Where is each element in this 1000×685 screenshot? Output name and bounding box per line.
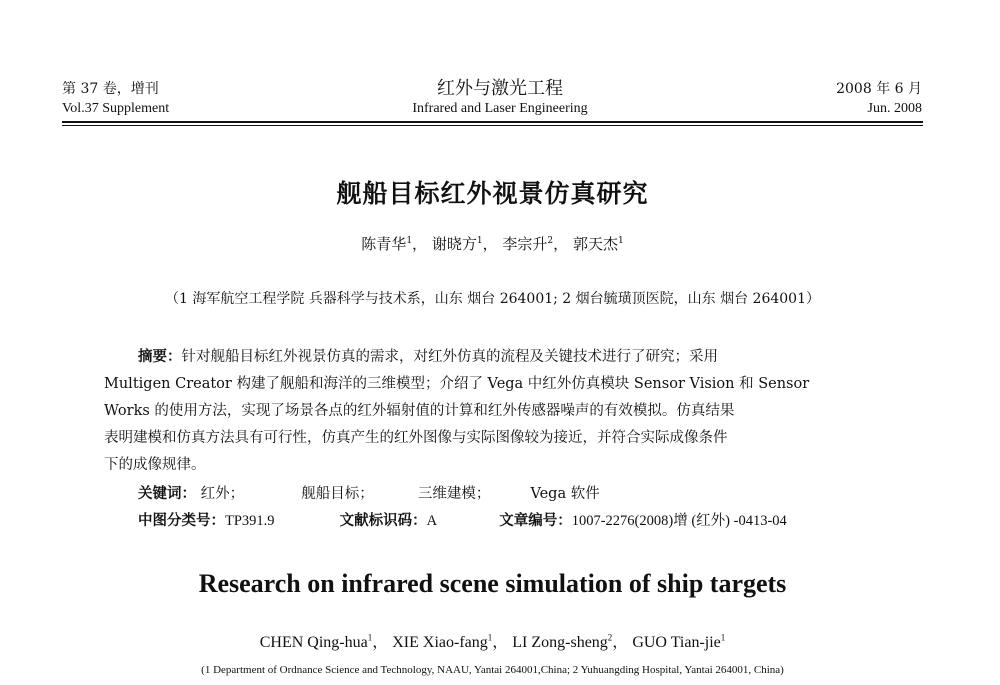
doc-label: 文献标识码： <box>339 513 427 529</box>
keyword: 红外； <box>200 486 245 502</box>
abstract-line-1 <box>138 345 718 366</box>
abstract-line-4: 表明建模和仿真方法具有可行性，仿真产生的红外图像与实际图像较为接近，并符合实际成像条件 <box>104 430 728 446</box>
author-cn: 陈青华 <box>361 235 407 253</box>
affiliation-cn: （1 海军航空工程学院 兵器科学与技术系，山东 烟台 264001; 2 烟台毓璜顶医院，山东 烟台 264001） <box>164 291 821 307</box>
date-cn: 2008 年 6 月 <box>836 81 922 97</box>
author-aff: 2 <box>607 632 613 643</box>
author-aff: 1 <box>720 632 726 643</box>
keywords-line <box>138 482 600 503</box>
author-aff: 2 <box>547 236 554 246</box>
authors-en: CHEN Qing-hua$^1$， XIE Xiao-fang$^1$， LI Zong-sheng$^2$， GUO Tian-jie$^1$ <box>259 632 726 651</box>
page-title-en: Research on infrared scene simulation of ship targets <box>198 569 787 598</box>
abstract-line-5: 下的成像规律。 <box>104 457 206 473</box>
author-en: LI Zong-sheng <box>512 634 608 651</box>
author-aff: 1 <box>487 632 493 643</box>
article-label: 文章编号： <box>499 513 572 529</box>
author-cn: 谢晓方 <box>431 235 477 253</box>
date-en: Jun. 2008 <box>867 101 922 116</box>
author-en: GUO Tian-jie <box>632 634 721 651</box>
clc-label: 中图分类号： <box>138 513 225 529</box>
article-value: 1007-2276(2008)增 (红外) -0413-04 <box>571 513 787 529</box>
journal-en: Infrared and Laser Engineering <box>412 101 588 116</box>
author-en: XIE Xiao-fang <box>392 634 488 651</box>
clc-value: TP391.9 <box>225 513 275 529</box>
author-aff: 1 <box>406 236 413 246</box>
volume-cn: 第 37 卷，增刊 <box>62 81 159 97</box>
keywords-label: 关键词： <box>138 486 196 502</box>
author-aff: 1 <box>476 236 483 246</box>
author-en: CHEN Qing-hua <box>259 634 368 651</box>
doc-value: A <box>426 513 438 529</box>
author-cn: 郭天杰 <box>572 235 618 253</box>
volume-en: Vol.37 Supplement <box>62 101 170 116</box>
journal-cn: 红外与激光工程 <box>437 78 563 99</box>
abstract-line-3: Works 的使用方法，实现了场景各点的红外辐射值的计算和红外传感器噪声的有效模拟。仿真结果 <box>104 403 735 419</box>
abstract-label: 摘要： <box>138 349 182 365</box>
authors-cn: 陈青华$^1$， 谢晓方$^1$， 李宗升$^2$， 郭天杰$^1$ <box>361 235 624 253</box>
author-aff: 1 <box>617 236 624 246</box>
keyword: Vega 软件 <box>530 486 600 502</box>
page-title-cn: 舰船目标红外视景仿真研究 <box>336 179 649 208</box>
abstract-line-2: Multigen Creator 构建了舰船和海洋的三维模型；介绍了 Vega 中红外仿真模块 Sensor Vision 和 Sensor <box>104 376 810 392</box>
keyword: 舰船目标； <box>301 486 374 502</box>
abstract-text: 针对舰船目标红外视景仿真的需求，对红外仿真的流程及关键技术进行了研究；采用 <box>181 349 718 365</box>
author-cn: 李宗升 <box>502 235 548 253</box>
affiliation-en: (1 Department of Ordnance Science and Technology, NAAU, Yantai 264001,China; 2 Yuhuangding Hospital, Yantai 264001, China) <box>201 664 784 676</box>
header-rule-thick <box>62 121 923 123</box>
classification-line <box>138 509 787 530</box>
keyword: 三维建模； <box>417 486 491 502</box>
header-rule-thin <box>62 125 923 126</box>
author-aff: 1 <box>367 632 373 643</box>
